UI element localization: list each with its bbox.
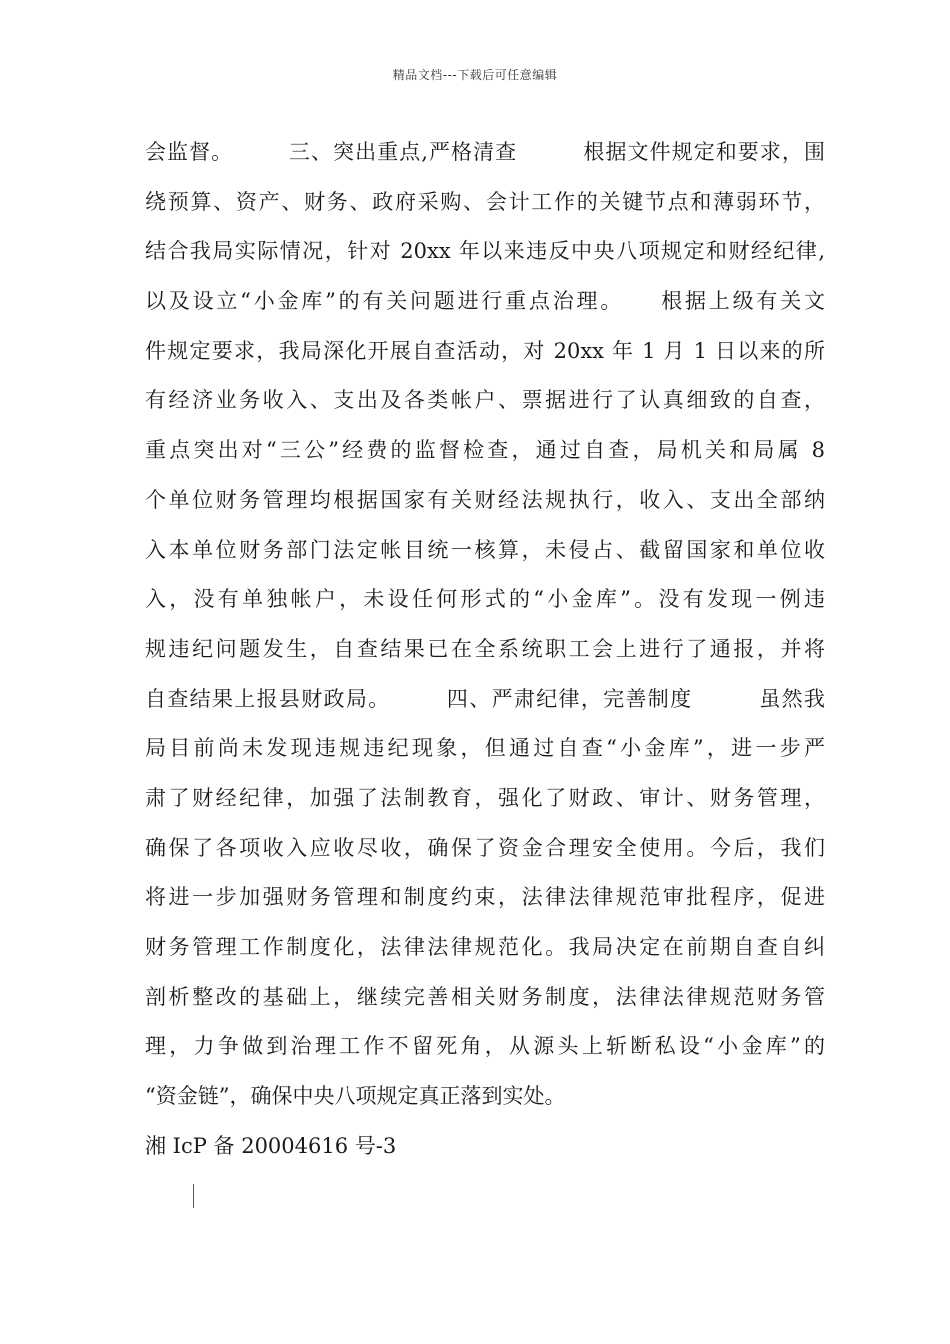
body-line: 理，力争做到治理工作不留死角，从源头上斩断私设“小金库”的 [145,1034,825,1059]
body-line: 结合我局实际情况，针对 20xx 年以来违反中央八项规定和财经纪律, [145,239,825,264]
body-line: 有经济业务收入、支出及各类帐户、票据进行了认真细致的自查， [145,388,825,413]
document-body [145,132,825,1126]
body-line: 以及设立“小金库”的有关问题进行重点治理。 根据上级有关文 [145,289,825,314]
body-line: 财务管理工作制度化，法律法律规范化。我局决定在前期自查自纠 [145,935,825,959]
body-line: 个单位财务管理均根据国家有关财经法规执行，收入、支出全部纳 [145,487,825,512]
body-line-last: “资金链”，确保中央八项规定真正落到实处。 [145,1084,566,1109]
body-line: 局目前尚未发现违规违纪现象，但通过自查“小金库”，进一步严 [145,736,825,761]
body-line: 将进一步加强财务管理和制度约束，法律法律规范审批程序，促进 [145,885,825,910]
body-line: 自查结果上报县财政局。 四、严肃纪律，完善制度 虽然我 [145,686,825,711]
body-line: 会监督。 三、突出重点,严格清查 根据文件规定和要求，围 [145,140,825,164]
body-line: 重点突出对“三公”经费的监督检查，通过自查，局机关和局属 8 [145,438,825,463]
body-line: 入本单位财务部门法定帐目统一核算，未侵占、截留国家和单位收 [145,537,825,562]
text-cursor [193,1184,194,1208]
page-header: 精品文档---下载后可任意编辑 [392,68,558,82]
body-line: 绕预算、资产、财务、政府采购、会计工作的关键节点和薄弱环节， [145,189,825,214]
body-line: 入，没有单独帐户，未设任何形式的“小金库”。没有发现一例违 [145,587,825,612]
body-line: 件规定要求，我局深化开展自查活动，对 20xx 年 1 月 1 日以来的所 [145,338,825,363]
body-line: 确保了各项收入应收尽收，确保了资金合理安全使用。今后，我们 [145,835,825,860]
body-line: 肃了财经纪律，加强了法制教育，强化了财政、审计、财务管理， [145,785,825,810]
body-line: 规违纪问题发生，自查结果已在全系统职工会上进行了通报，并将 [145,636,825,661]
footer-icp-number: 湘 IcP 备 20004616 号-3 [145,1134,397,1158]
body-line: 剖析整改的基础上，继续完善相关财务制度，法律法律规范财务管 [145,984,825,1009]
